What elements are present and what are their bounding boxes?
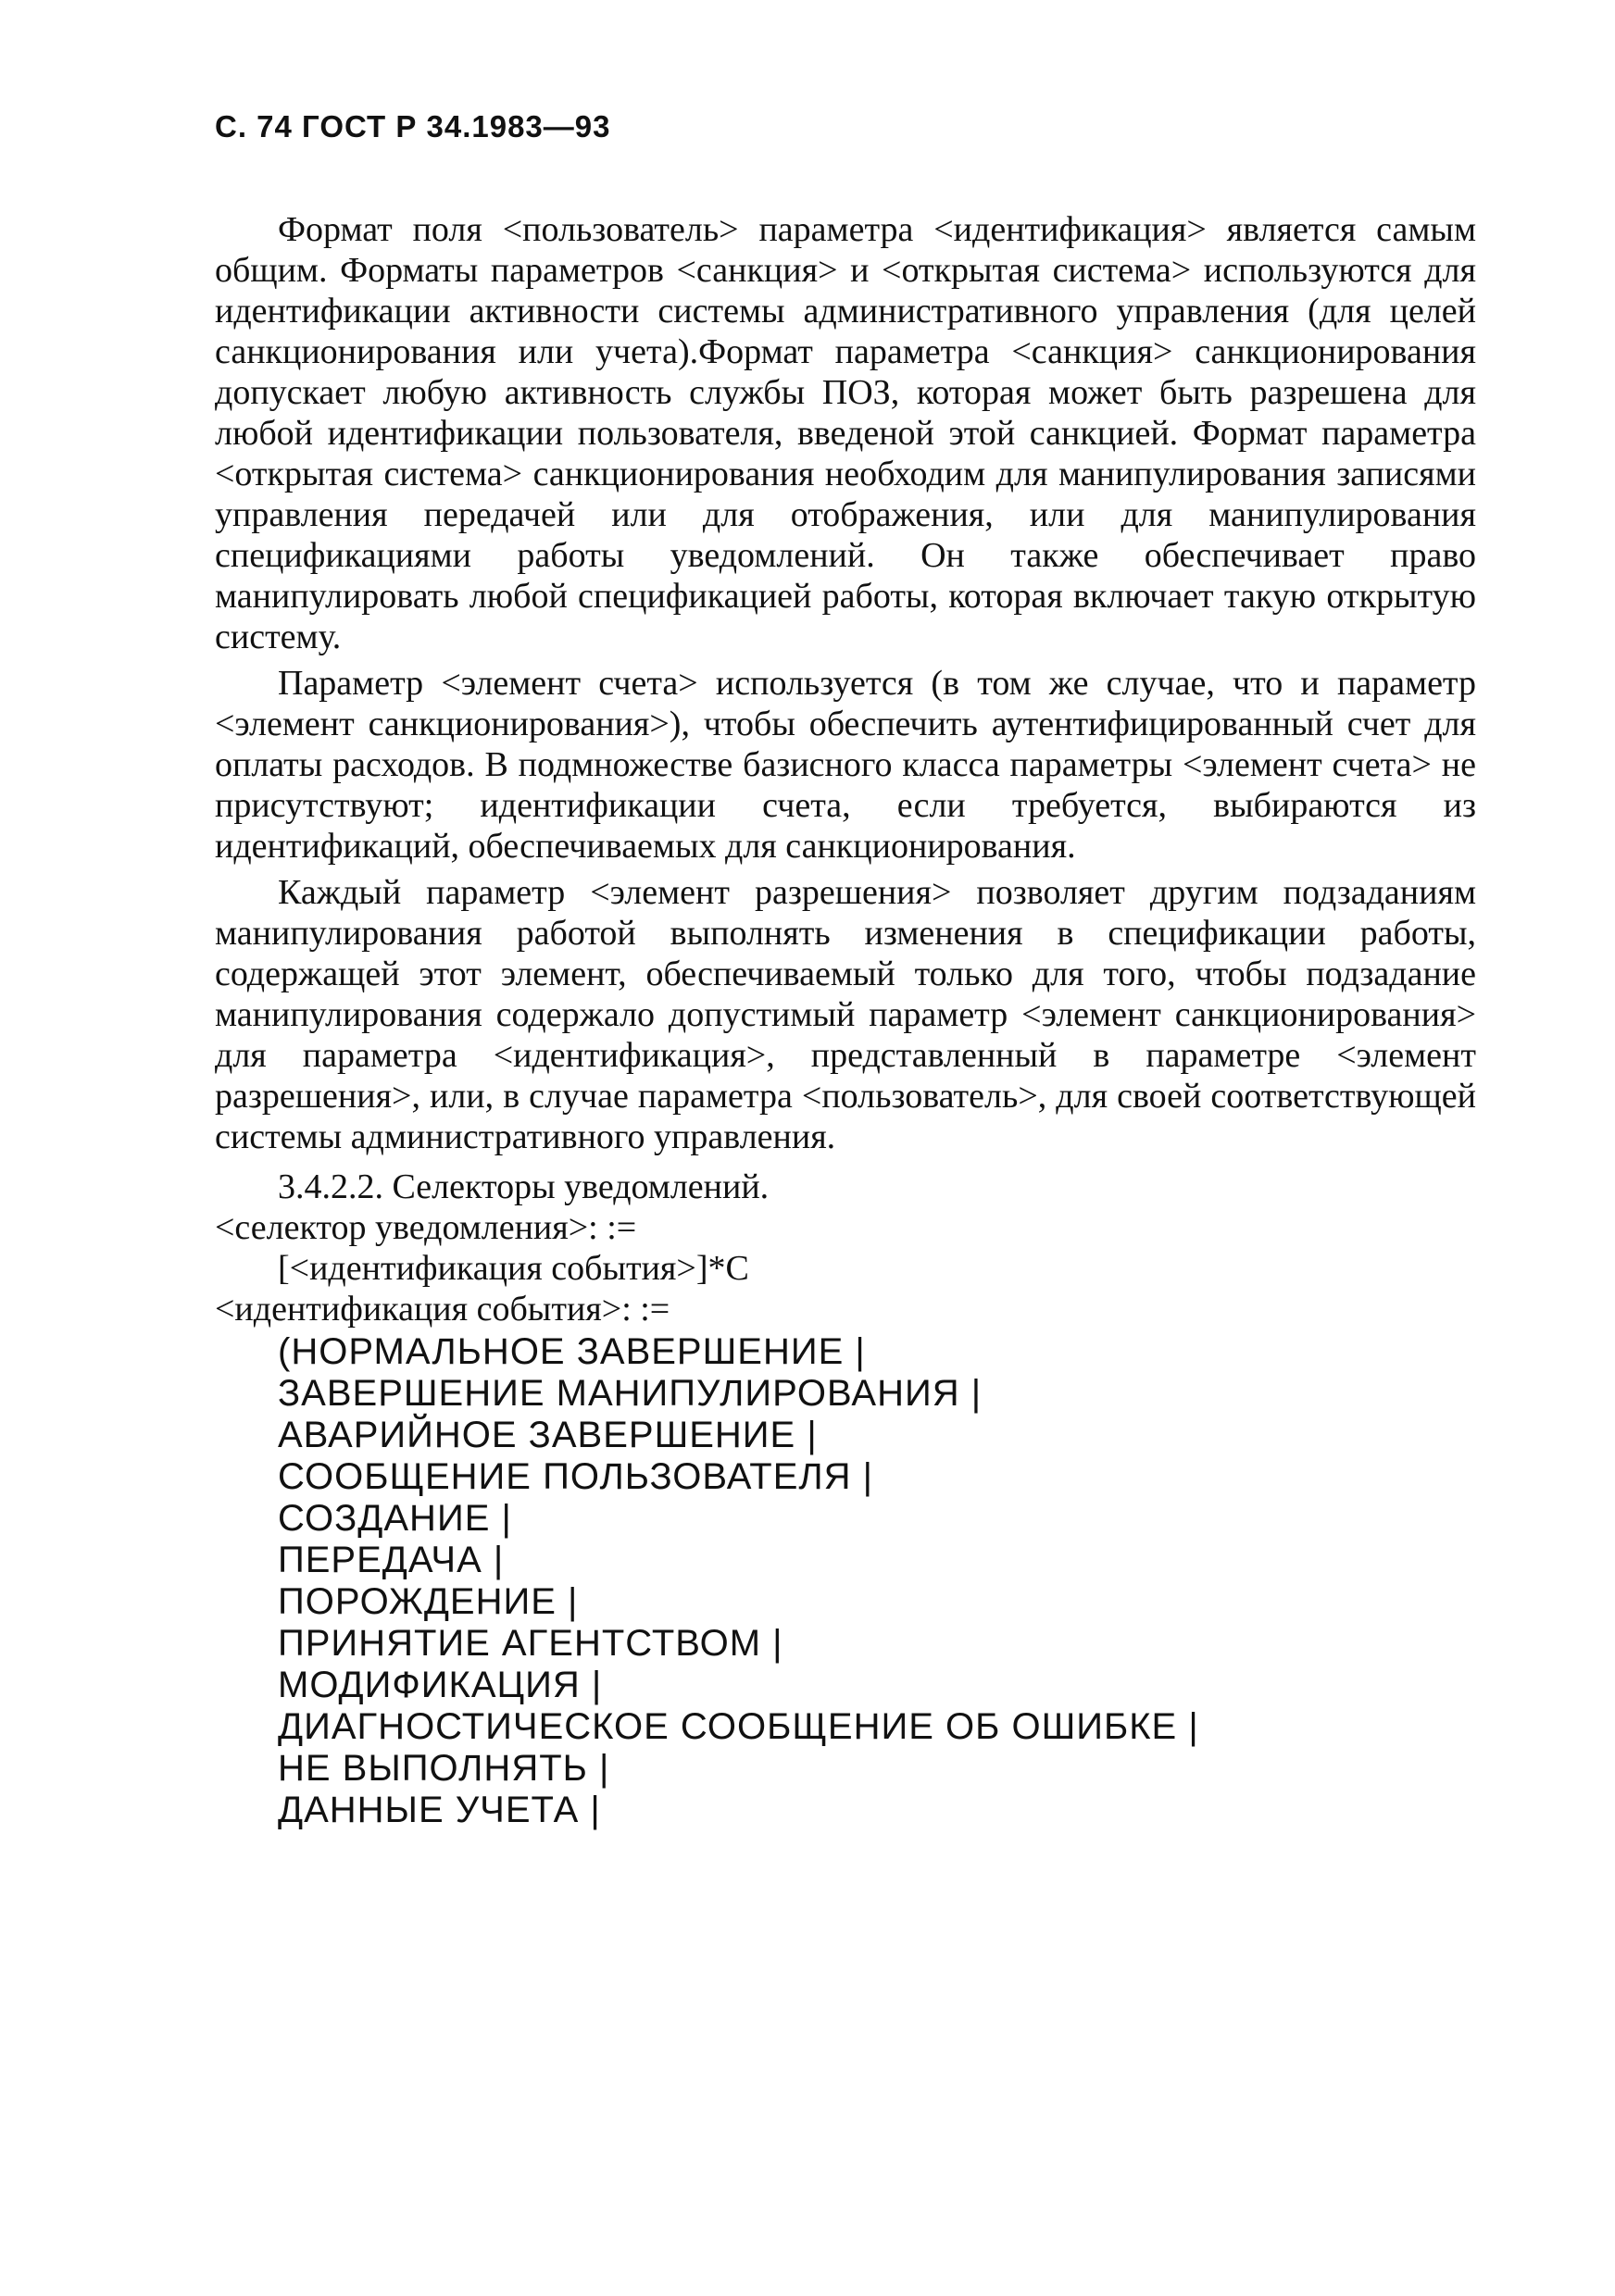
grammar-selector-body: [<идентификация события>]*C <box>278 1249 749 1288</box>
grammar-selector-definition: <селектор уведомления>: := <box>215 1208 637 1247</box>
event-item: НЕ ВЫПОЛНЯТЬ | <box>278 1748 610 1789</box>
event-item: (НОРМАЛЬНОЕ ЗАВЕРШЕНИЕ | <box>278 1331 866 1372</box>
paragraph-user-format: Формат поля <пользователь> параметра <идентификация> является самым общим. Форматы параметров <санкция> и <открытая система> используются для идентификации активности системы административного управления (для целей санкционирования или учета).Формат параметра <санкция> санкционирования допускает любую активность службы ПОЗ, которая может быть разрешена для любой идентификации пользователя, введеной этой санкцией. Формат параметра <открытая система> санкционирования необходим для манипулирования записями управления передачей или для отображения, или для манипулирования спецификациями работы уведомлений. Он также обеспечивает право манипулировать любой спецификацией работы, которая включает такую открытую систему. <box>215 210 1476 656</box>
paragraph-account-element: Параметр <элемент счета> используется (в том же случае, что и параметр <элемент санкционирования>), чтобы обеспечить аутентифицированный счет для оплаты расходов. В подмножестве базисного класса параметры <элемент счета> не присутствуют; идентификации счета, если требуется, выбираются из идентификаций, обеспечиваемых для санкционирования. <box>215 664 1476 866</box>
section-heading: 3.4.2.2. Селекторы уведомлений. <box>278 1167 770 1206</box>
running-head: С. 74 ГОСТ Р 34.1983—93 <box>215 109 611 144</box>
event-item: ДАННЫЕ УЧЕТА | <box>278 1790 601 1830</box>
event-item: АВАРИЙНОЕ ЗАВЕРШЕНИЕ | <box>278 1415 818 1455</box>
event-item: ДИАГНОСТИЧЕСКОЕ СООБЩЕНИЕ ОБ ОШИБКЕ | <box>278 1706 1199 1747</box>
event-item: СОЗДАНИЕ | <box>278 1498 512 1539</box>
event-item: СООБЩЕНИЕ ПОЛЬЗОВАТЕЛЯ | <box>278 1456 874 1497</box>
grammar-event-definition: <идентификация события>: := <box>215 1290 670 1329</box>
event-item: ЗАВЕРШЕНИЕ МАНИПУЛИРОВАНИЯ | <box>278 1373 983 1414</box>
event-item: ПОРОЖДЕНИЕ | <box>278 1581 579 1622</box>
event-item: ПРИНЯТИЕ АГЕНТСТВОМ | <box>278 1623 783 1664</box>
event-list <box>215 1331 1476 1831</box>
event-item: МОДИФИКАЦИЯ | <box>278 1665 603 1705</box>
paragraph-permission-element: Каждый параметр <элемент разрешения> позволяет другим подзаданиям манипулирования работой выполнять изменения в спецификации работы, содержащей этот элемент, обеспечиваемый только для того, чтобы подзадание манипулирования содержало допустимый параметр <элемент санкционирования> для параметра <идентификация>, представленный в параметре <элемент разрешения>, или, в случае параметра <пользователь>, для своей соответствующей системы административного управления. <box>215 873 1476 1156</box>
event-item: ПЕРЕДАЧА | <box>278 1540 505 1580</box>
